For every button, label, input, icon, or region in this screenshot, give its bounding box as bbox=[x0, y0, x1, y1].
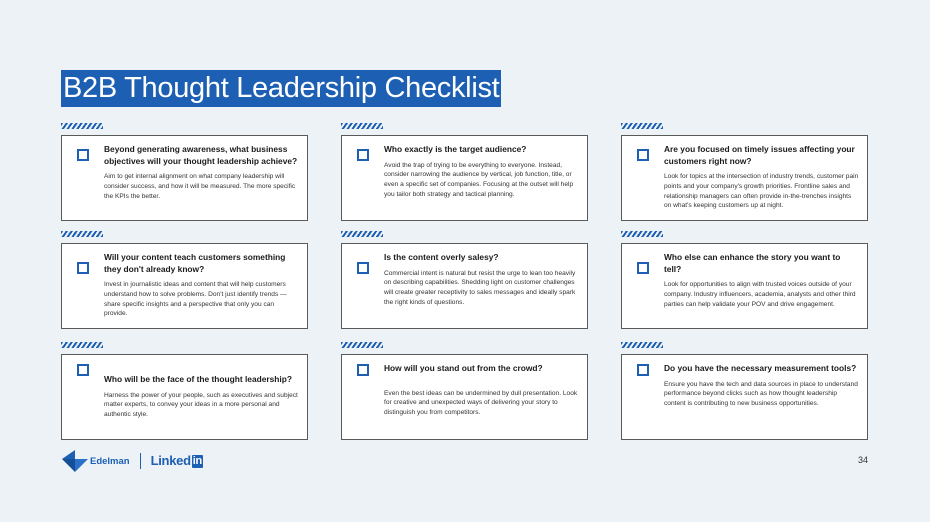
checklist-item bbox=[621, 342, 868, 440]
stripe-accent bbox=[61, 231, 103, 237]
checklist-detail: Even the best ideas can be undermined by dull presentation. Look for creative and unexpected ways of delivering your story to distinguish you from competitors. bbox=[384, 389, 578, 417]
checklist-detail: Aim to get internal alignment on what company leadership will consider success, and how it will be measured. The more specific the KPIs the better. bbox=[104, 173, 296, 200]
checklist-card bbox=[341, 135, 588, 221]
checkbox[interactable] bbox=[637, 364, 649, 376]
linkedin-wordmark bbox=[151, 453, 203, 469]
page-number: 34 bbox=[858, 455, 869, 465]
checklist-detail: Look for opportunities to align with trusted voices outside of your company. Industry influencers, academia, analysts and other third parties can help validate your POV and drive engagement. bbox=[664, 281, 856, 308]
checklist-question: Do you have the necessary measurement tools? bbox=[664, 363, 857, 373]
checklist-question: Are you focused on timely issues affecting your customers right now? bbox=[664, 144, 855, 166]
checkbox[interactable] bbox=[357, 262, 369, 274]
checkbox[interactable] bbox=[357, 149, 369, 161]
checklist-question: Who else can enhance the story you want to tell? bbox=[664, 252, 841, 274]
stripe-accent bbox=[341, 342, 383, 348]
checklist-question: How will you stand out from the crowd? bbox=[384, 363, 543, 373]
stripe-accent bbox=[61, 342, 103, 348]
checkbox[interactable] bbox=[357, 364, 369, 376]
edelman-wordmark: Edelman bbox=[90, 455, 130, 467]
checklist-card bbox=[341, 354, 588, 440]
checklist-question: Beyond generating awareness, what business objectives will your thought leadership achieve? bbox=[104, 144, 298, 166]
checklist-item bbox=[61, 123, 308, 221]
checklist-card bbox=[341, 243, 588, 329]
logo-divider bbox=[140, 453, 141, 469]
checklist-card bbox=[621, 354, 868, 440]
checklist-detail: Ensure you have the tech and data sources in place to understand performance beyond clicks such as how thought leadership content is contributing to new business opportunities. bbox=[664, 380, 858, 408]
linkedin-in-icon: in bbox=[192, 455, 202, 467]
checklist-detail: Harness the power of your people, such as executives and subject matter experts, to convey your ideas in a more personal and authentic style. bbox=[104, 391, 298, 419]
checklist-detail: Invest in journalistic ideas and content that will help customers understand how to solve problems. Don't just identify trends — share specific insights and a perspective that only you can provide. bbox=[104, 281, 287, 318]
checkbox[interactable] bbox=[637, 149, 649, 161]
checklist-item bbox=[341, 231, 588, 329]
checklist-item bbox=[341, 123, 588, 221]
checklist-item bbox=[621, 231, 868, 329]
checklist-card bbox=[61, 135, 308, 221]
checklist-question: Who exactly is the target audience? bbox=[384, 144, 527, 154]
stripe-accent bbox=[621, 231, 663, 237]
checklist-question: Who will be the face of the thought leadership? bbox=[104, 374, 292, 384]
checkbox[interactable] bbox=[77, 262, 89, 274]
checklist-item bbox=[61, 342, 308, 440]
checkbox[interactable] bbox=[637, 262, 649, 274]
stripe-accent bbox=[621, 123, 663, 129]
checklist-card bbox=[621, 135, 868, 221]
checklist-detail: Look for topics at the intersection of industry trends, customer pain points and your company's growth priorities. Frontline sales and relationship managers can often provide in-the-trenches insights on what's keeping customers up at night. bbox=[664, 173, 859, 210]
checkbox[interactable] bbox=[77, 149, 89, 161]
checklist-item bbox=[341, 342, 588, 440]
stripe-accent bbox=[341, 123, 383, 129]
checkbox[interactable] bbox=[77, 364, 89, 376]
checklist-item bbox=[621, 123, 868, 221]
checklist-card bbox=[61, 243, 308, 329]
checklist-question: Will your content teach customers something they don't already know? bbox=[104, 252, 286, 274]
footer-logos bbox=[62, 450, 203, 472]
checklist-question: Is the content overly salesy? bbox=[384, 252, 499, 262]
checklist-item bbox=[61, 231, 308, 329]
linkedin-wordmark-text: Linked bbox=[150, 453, 191, 468]
checklist-card bbox=[61, 354, 308, 440]
slide-title: B2B Thought Leadership Checklist bbox=[61, 70, 501, 107]
checklist-detail: Avoid the trap of trying to be everything to everyone. Instead, consider narrowing the audience by vertical, job function, title, or even a specific set of companies. Focusing at the outset will help you tailor both strategy and tactical planning. bbox=[384, 161, 574, 198]
stripe-accent bbox=[621, 342, 663, 348]
checklist-detail: Commercial intent is natural but resist the urge to lean too heavily on describing capabilities. Shedding light on customer challenges will create greater receptivity to sales messages and ideally spark the right kinds of questions. bbox=[384, 269, 576, 306]
edelman-logo-icon bbox=[62, 450, 88, 472]
checklist-card bbox=[621, 243, 868, 329]
stripe-accent bbox=[341, 231, 383, 237]
stripe-accent bbox=[61, 123, 103, 129]
